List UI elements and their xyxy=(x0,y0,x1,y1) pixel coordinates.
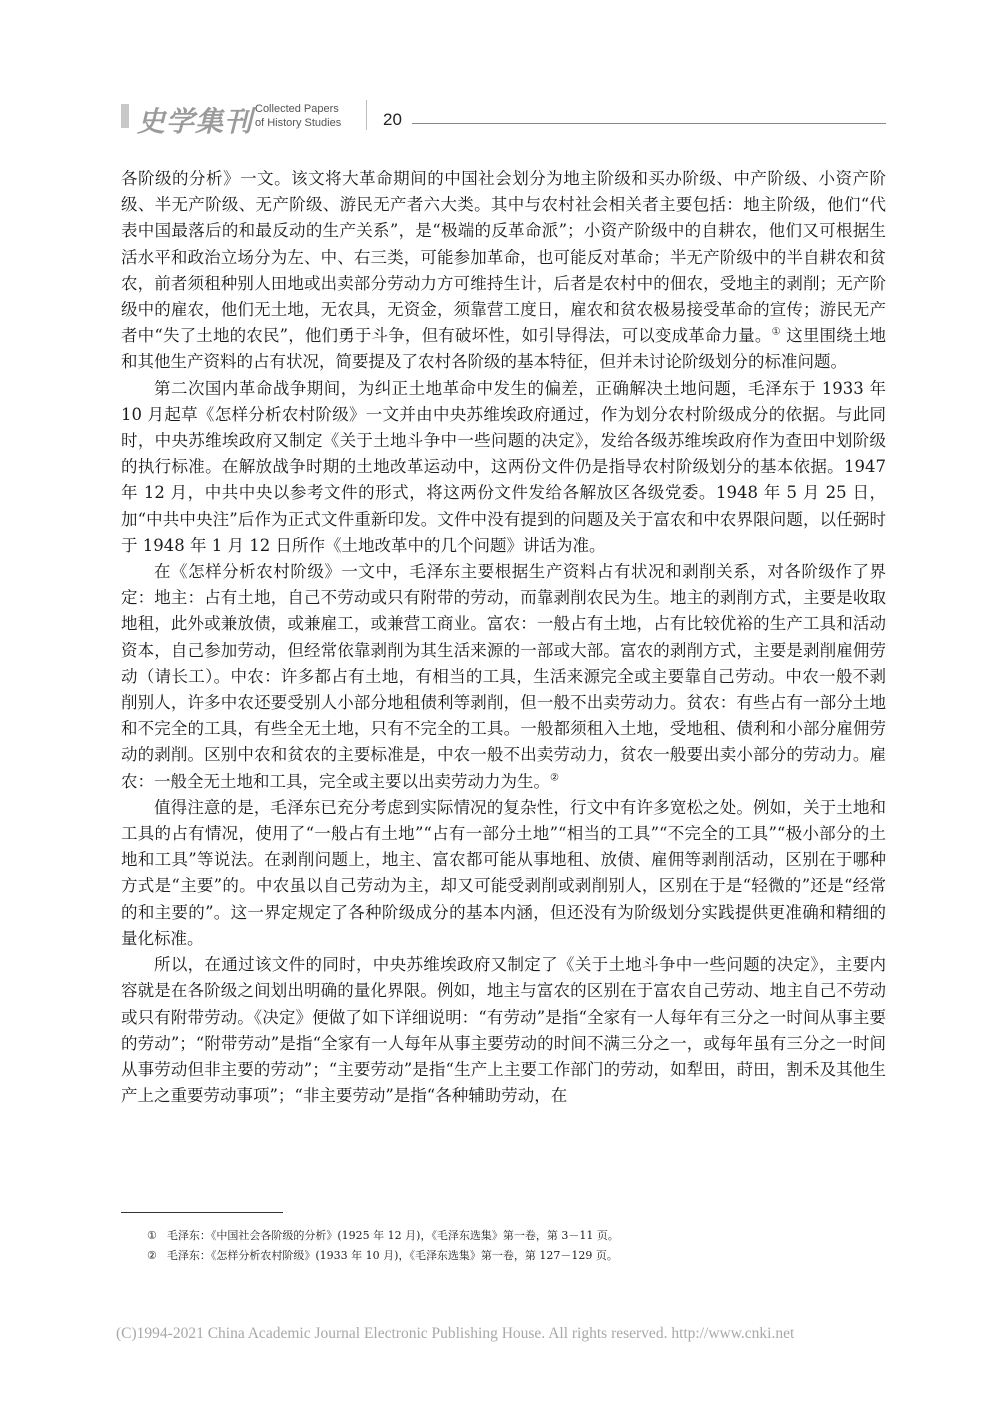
paragraph-4: 值得注意的是，毛泽东已充分考虑到实际情况的复杂性，行文中有许多宽松之处。例如，关于土地和工具的占有情况，使用了“一般占有土地”“占有一部分土地”“相当的工具”“不完全的工具”“极小部分的土地和工具”等说法。在剥削问题上，地主、富农都可能从事地租、放债、雇佣等剥削活动，区别在于哪种方式是“主要”的。中农虽以自己劳动为主，却又可能受剥削或剥削别人，区别在于是“轻微的”还是“经常的和主要的”。这一界定规定了各种阶级成分的基本内涵，但还没有为阶级划分实践提供更准确和精细的量化标准。 xyxy=(121,797,886,948)
footnote-ref-2[interactable]: ② xyxy=(550,772,559,784)
footnote-1 xyxy=(147,1226,887,1246)
journal-english-line-2: of History Studies xyxy=(255,117,342,129)
journal-english-line-1: Collected Papers xyxy=(255,103,339,115)
logo-bracket-mark xyxy=(121,104,129,128)
footnotes xyxy=(147,1226,887,1266)
footnote-2 xyxy=(147,1246,887,1266)
paragraph-3 xyxy=(121,559,886,795)
footnote-separator xyxy=(121,1212,283,1213)
article-body xyxy=(121,166,886,1109)
paragraph-1-text: 各阶级的分析》一文。该文将大革命期间的中国社会划分为地主阶级和买办阶级、中产阶级、小资产阶级、半无产阶级、无产阶级、游民无产者六大类。其中与农村社会相关者主要包括：地主阶级，他们“代表中国最落后的和最反动的生产关系”，是“极端的反革命派”；小资产阶级中的自耕农，他们又可根据生活水平和政治立场分为左、中、右三类，可能参加革命，也可能反对革命；半无产阶级中的半自耕农和贫农，前者须租种别人田地或出卖部分劳动力方可维持生计，后者是农村中的佃农，受地主的剥削；无产阶级中的雇农，他们无土地，无农具，无资金，须靠营工度日，雇农和贫农极易接受革命的宣传；游民无产者中“失了土地的农民”，他们勇于斗争，但有破坏性，如引导得法，可以变成革命力量。 xyxy=(121,169,886,346)
footnote-1-text: 毛泽东：《中国社会各阶级的分析》(1925 年 12 月)，《毛泽东选集》第一卷，第 3－11 页。 xyxy=(166,1229,619,1242)
paragraph-5: 所以，在通过该文件的同时，中央苏维埃政府又制定了《关于土地斗争中一些问题的决定》，主要内容就是在各阶级之间划出明确的量化界限。例如，地主与富农的区别在于富农自己劳动、地主自己不劳动或只有附带劳动。《决定》便做了如下详细说明：“有劳动”是指“全家有一人每年有三分之一时间从事主要的劳动”；“附带劳动”是指“全家有一人每年从事主要劳动的时间不满三分之一，或每年虽有三分之一时间从事劳动但非主要的劳动”；“主要劳动”是指“生产上主要工作部门的劳动，如犁田，莳田，割禾及其他生产上之重要劳动事项”；“非主要劳动”是指“各种辅助劳动，在 xyxy=(121,955,886,1106)
paragraph-1-text-cont: 这里围绕土地和其他生产资料的占有状况，简要提及了农村各阶级的基本特征，但并未讨论阶级划分的标准问题。 xyxy=(121,326,887,372)
page-header xyxy=(115,96,890,136)
journal-logo: 史学集刊 xyxy=(137,105,254,138)
paragraph-1 xyxy=(121,166,886,376)
header-separator xyxy=(366,100,367,130)
footnote-2-text: 毛泽东：《怎样分析农村阶级》(1933 年 10 月)，《毛泽东选集》第一卷，第 127－129 页。 xyxy=(166,1249,618,1262)
paragraph-3-text: 在《怎样分析农村阶级》一文中，毛泽东主要根据生产资料占有状况和剥削关系，对各阶级作了界定：地主：占有土地，自己不劳动或只有附带的劳动，而靠剥削农民为生。地主的剥削方式，主要是收取地租，此外或兼放债，或兼雇工，或兼营工商业。富农：一般占有土地，占有比较优裕的生产工具和活动资本，自己参加劳动，但经常依靠剥削为其生活来源的一部或大部。富农的剥削方式，主要是剥削雇佣劳动（请长工）。中农：许多都占有土地，有相当的工具，生活来源完全或主要靠自己劳动。中农一般不剥削别人，许多中农还要受别人小部分地租债利等剥削，但一般不出卖劳动力。贫农：有些占有一部分土地和不完全的工具，有些全无土地，只有不完全的工具。一般都须租入土地，受地租、债利和小部分雇佣劳动的剥削。区别中农和贫农的主要标准是，中农一般不出卖劳动力，贫农一般要出卖小部分的劳动力。雇农：一般全无土地和工具，完全或主要以出卖劳动力为生。 xyxy=(121,562,886,791)
journal-english-name xyxy=(255,102,341,130)
copyright-notice: (C)1994-2021 China Academic Journal Electronic Publishing House. All rights reserved. http://www.cnki.net xyxy=(116,1325,795,1342)
page-number: 20 xyxy=(383,110,402,129)
footnote-ref-1[interactable]: ① xyxy=(771,326,781,338)
footnote-2-mark: ② xyxy=(147,1249,157,1262)
header-rule xyxy=(412,123,886,124)
footnote-1-mark: ① xyxy=(147,1229,157,1242)
paragraph-2: 第二次国内革命战争期间，为纠正土地革命中发生的偏差，正确解决土地问题，毛泽东于 1933 年 10 月起草《怎样分析农村阶级》一文并由中央苏维埃政府通过，作为划分农村阶级成分的依据。与此同时，中央苏维埃政府又制定《关于土地斗争中一些问题的决定》，发给各级苏维埃政府作为查田中划阶级的执行标准。在解放战争时期的土地改革运动中，这两份文件仍是指导农村阶级划分的基本依据。1947 年 12 月，中共中央以参考文件的形式，将这两份文件发给各解放区各级党委。1948 年 5 月 25 日，加“中共中央注”后作为正式文件重新印发。文件中没有提到的问题及关于富农和中农界限问题，以任弼时于 1948 年 1 月 12 日所作《土地改革中的几个问题》讲话为准。 xyxy=(121,378,886,555)
